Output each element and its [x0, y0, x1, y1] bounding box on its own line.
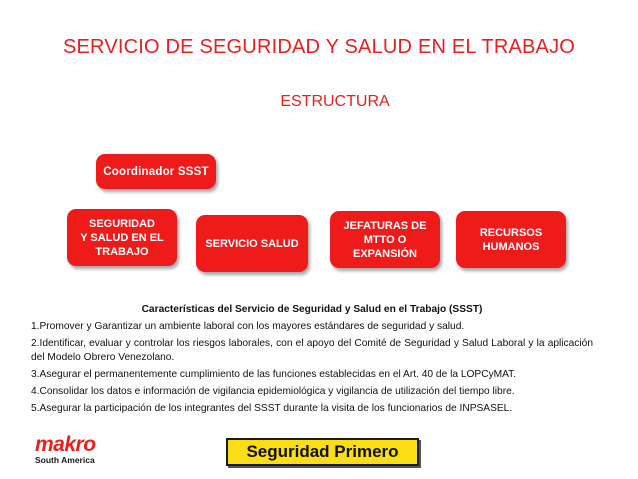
- feature-item: 4.Consolidar los datos e información de vigilancia epidemiológica y vigilancia de utilización del tiempo libre.: [31, 386, 515, 397]
- logo-region: South America: [35, 455, 95, 465]
- feature-item: 2.Identificar, evaluar y controlar los riesgos laborales, con el apoyo del Comité de Seguridad y Salud Laboral y la aplicación del Modelo Obrero Venezolano.: [31, 338, 593, 363]
- page-title: SERVICIO DE SEGURIDAD Y SALUD EN EL TRABAJO: [62, 36, 576, 58]
- safety-first-banner: Seguridad Primero: [226, 438, 419, 466]
- org-box-recursos-humanos: RECURSOS HUMANOS: [456, 211, 566, 268]
- page-subtitle: ESTRUCTURA: [280, 93, 390, 110]
- org-box-servicio-salud: SERVICIO SALUD: [196, 215, 308, 272]
- feature-item: 5.Asegurar la participación de los integrantes del SSST durante la visita de los funcionarios de INPSASEL.: [31, 403, 513, 414]
- feature-item: 3.Asegurar el permanentemente cumplimiento de las funciones establecidas en el Art. 40 de la LOPCyMAT.: [31, 369, 517, 380]
- org-box-jefaturas: JEFATURAS DE MTTO O EXPANSIÓN: [330, 211, 440, 268]
- makro-logo: [35, 434, 96, 465]
- logo-brand: makro: [35, 433, 96, 456]
- org-box-seguridad-salud: SEGURIDAD Y SALUD EN EL TRABAJO: [67, 209, 177, 266]
- feature-item: 1.Promover y Garantizar un ambiente laboral con los mayores estándares de seguridad y salud.: [31, 321, 465, 332]
- features-heading: Características del Servicio de Seguridad y Salud en el Trabajo (SSST): [141, 304, 483, 315]
- org-box-coordinator: Coordinador SSST: [96, 154, 216, 189]
- features-section: [31, 303, 593, 419]
